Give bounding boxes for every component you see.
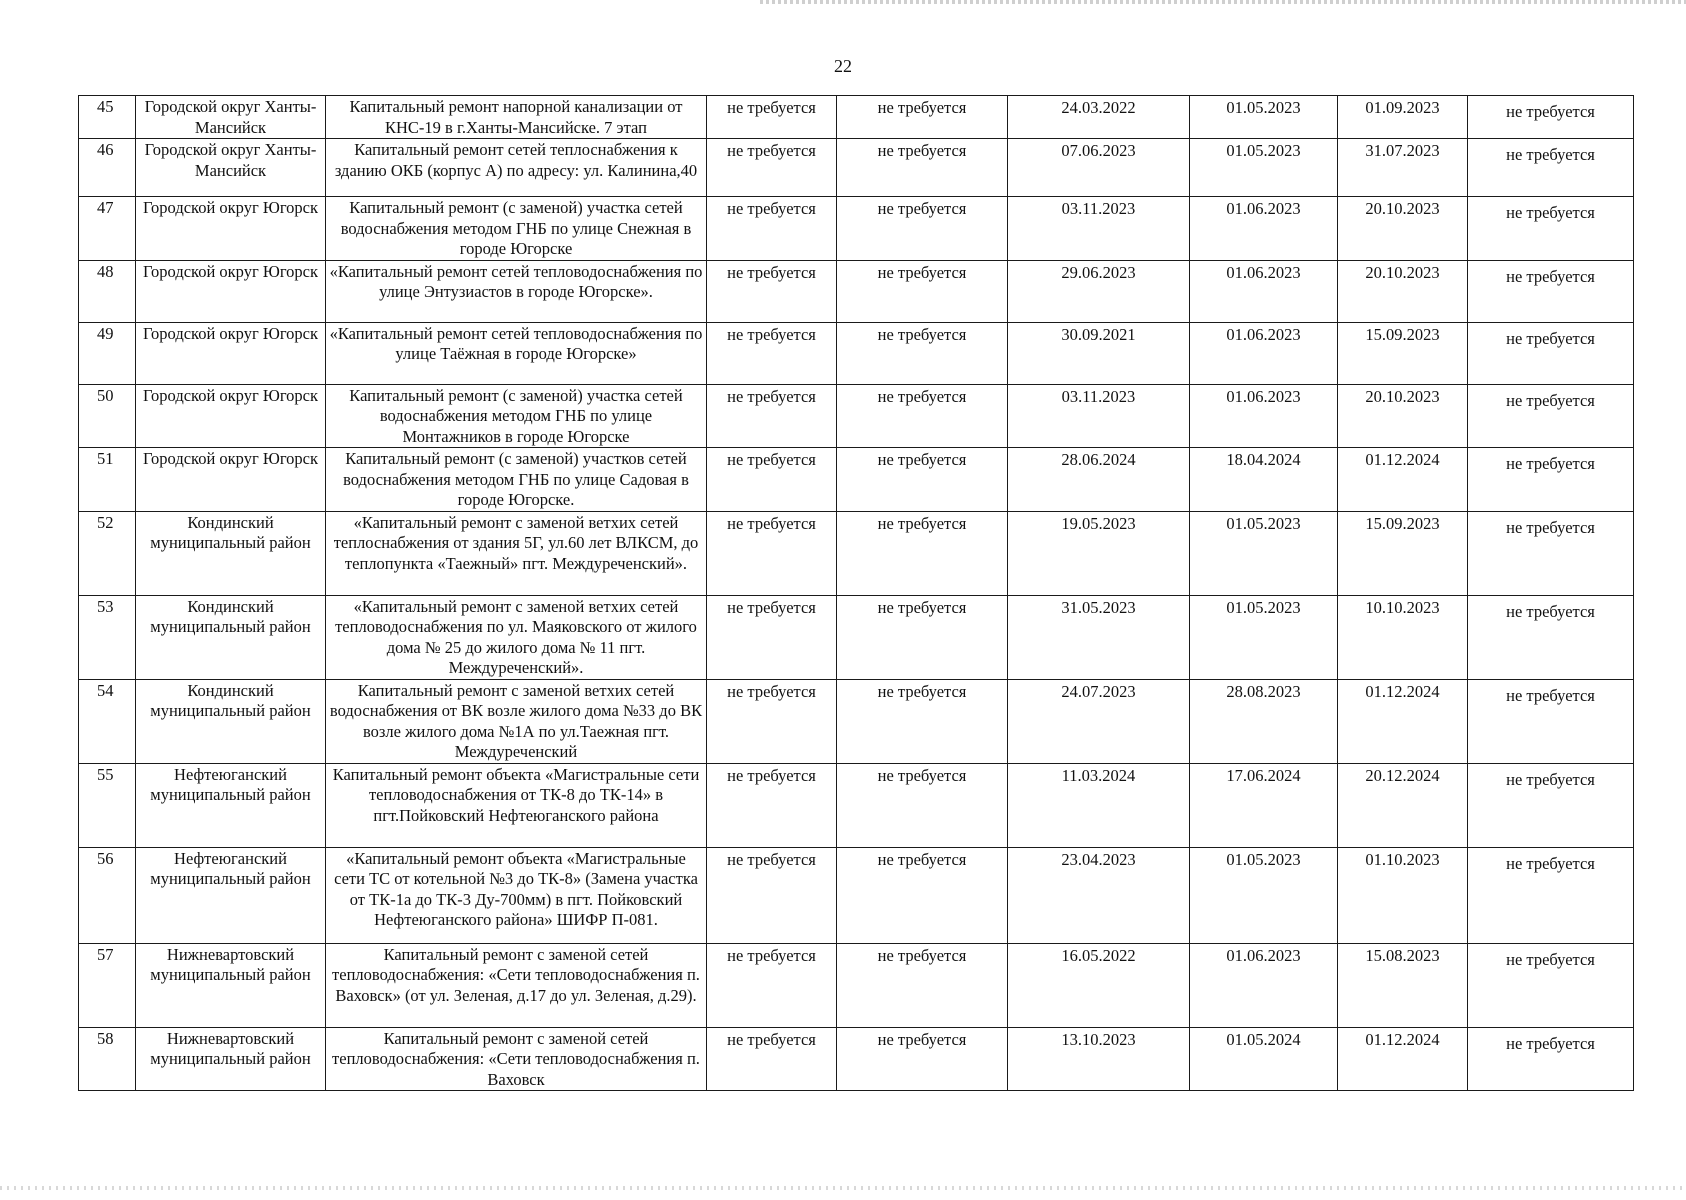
requirement-c-cell: не требуется bbox=[1468, 1027, 1634, 1091]
table-row bbox=[79, 943, 1634, 1027]
table-row bbox=[79, 139, 1634, 197]
requirement-a-cell: не требуется bbox=[707, 511, 837, 595]
object-description-cell: «Капитальный ремонт сетей тепловодоснабжения по улице Таёжная в городе Югорске» bbox=[326, 322, 707, 384]
requirement-a-cell: не требуется bbox=[707, 847, 837, 943]
date-3-cell: 31.07.2023 bbox=[1338, 139, 1468, 197]
table-row bbox=[79, 448, 1634, 512]
requirement-a-cell: не требуется bbox=[707, 197, 837, 261]
requirement-b-cell: не требуется bbox=[837, 763, 1008, 847]
page-number: 22 bbox=[834, 56, 852, 76]
requirement-a-cell: не требуется bbox=[707, 1027, 837, 1091]
date-1-cell: 03.11.2023 bbox=[1008, 197, 1190, 261]
date-1-cell: 07.06.2023 bbox=[1008, 139, 1190, 197]
table-row bbox=[79, 197, 1634, 261]
date-3-cell: 01.10.2023 bbox=[1338, 847, 1468, 943]
date-2-cell: 01.06.2023 bbox=[1190, 322, 1338, 384]
object-description-cell: «Капитальный ремонт сетей тепловодоснабжения по улице Энтузиастов в городе Югорске». bbox=[326, 260, 707, 322]
date-2-cell: 18.04.2024 bbox=[1190, 448, 1338, 512]
table-row bbox=[79, 96, 1634, 139]
date-3-cell: 15.09.2023 bbox=[1338, 511, 1468, 595]
requirement-c-cell: не требуется bbox=[1468, 847, 1634, 943]
date-2-cell: 01.05.2023 bbox=[1190, 139, 1338, 197]
object-description-cell: Капитальный ремонт (с заменой) участка сетей водоснабжения методом ГНБ по улице Монтажников в городе Югорске bbox=[326, 384, 707, 448]
object-description-cell: Капитальный ремонт с заменой ветхих сетей водоснабжения от ВК возле жилого дома №33 до ВК возле жилого дома №1А по ул.Таежная пгт. Междуреченский bbox=[326, 679, 707, 763]
object-description-cell: Капитальный ремонт с заменой сетей тепловодоснабжения: «Сети тепловодоснабжения п. Ваховск» (от ул. Зеленая, д.17 до ул. Зеленая, д.29). bbox=[326, 943, 707, 1027]
date-3-cell: 15.09.2023 bbox=[1338, 322, 1468, 384]
requirement-c-cell: не требуется bbox=[1468, 679, 1634, 763]
municipality-cell: Нижневартовский муниципальный район bbox=[136, 943, 326, 1027]
table-row bbox=[79, 1027, 1634, 1091]
requirement-b-cell: не требуется bbox=[837, 448, 1008, 512]
municipality-cell: Городской округ Югорск bbox=[136, 197, 326, 261]
date-2-cell: 01.05.2024 bbox=[1190, 1027, 1338, 1091]
row-number-cell: 55 bbox=[79, 763, 136, 847]
object-description-cell: Капитальный ремонт с заменой сетей тепловодоснабжения: «Сети тепловодоснабжения п. Ваховск bbox=[326, 1027, 707, 1091]
object-description-cell: «Капитальный ремонт объекта «Магистральные сети ТС от котельной №3 до ТК-8» (Замена участка от ТК-1а до ТК-3 Ду-700мм) в пгт. Пойковский Нефтеюганского района» ШИФР П-081. bbox=[326, 847, 707, 943]
table-row bbox=[79, 595, 1634, 679]
date-2-cell: 01.05.2023 bbox=[1190, 96, 1338, 139]
requirement-a-cell: не требуется bbox=[707, 384, 837, 448]
table-row bbox=[79, 322, 1634, 384]
date-2-cell: 01.06.2023 bbox=[1190, 260, 1338, 322]
date-3-cell: 20.10.2023 bbox=[1338, 384, 1468, 448]
object-description-cell: Капитальный ремонт (с заменой) участков сетей водоснабжения методом ГНБ по улице Садовая в городе Югорске. bbox=[326, 448, 707, 512]
table-row bbox=[79, 763, 1634, 847]
requirement-b-cell: не требуется bbox=[837, 595, 1008, 679]
object-description-cell: «Капитальный ремонт с заменой ветхих сетей тепловодоснабжения по ул. Маяковского от жилого дома № 25 до жилого дома № 11 пгт. Междуреченский». bbox=[326, 595, 707, 679]
municipality-cell: Городской округ Ханты-Мансийск bbox=[136, 96, 326, 139]
row-number-cell: 46 bbox=[79, 139, 136, 197]
municipality-cell: Городской округ Югорск bbox=[136, 322, 326, 384]
date-3-cell: 20.12.2024 bbox=[1338, 763, 1468, 847]
requirement-b-cell: не требуется bbox=[837, 847, 1008, 943]
table-row bbox=[79, 679, 1634, 763]
scan-edge-bottom bbox=[0, 1186, 1686, 1190]
date-2-cell: 01.05.2023 bbox=[1190, 511, 1338, 595]
date-3-cell: 01.12.2024 bbox=[1338, 448, 1468, 512]
registry-table bbox=[78, 95, 1634, 1091]
date-1-cell: 11.03.2024 bbox=[1008, 763, 1190, 847]
date-3-cell: 01.12.2024 bbox=[1338, 679, 1468, 763]
row-number-cell: 47 bbox=[79, 197, 136, 261]
requirement-b-cell: не требуется bbox=[837, 943, 1008, 1027]
requirement-c-cell: не требуется bbox=[1468, 322, 1634, 384]
requirement-b-cell: не требуется bbox=[837, 384, 1008, 448]
date-1-cell: 24.03.2022 bbox=[1008, 96, 1190, 139]
date-2-cell: 01.06.2023 bbox=[1190, 197, 1338, 261]
municipality-cell: Городской округ Югорск bbox=[136, 384, 326, 448]
requirement-c-cell: не требуется bbox=[1468, 943, 1634, 1027]
date-3-cell: 01.12.2024 bbox=[1338, 1027, 1468, 1091]
object-description-cell: Капитальный ремонт напорной канализации от КНС-19 в г.Ханты-Мансийске. 7 этап bbox=[326, 96, 707, 139]
municipality-cell: Нефтеюганский муниципальный район bbox=[136, 763, 326, 847]
requirement-a-cell: не требуется bbox=[707, 322, 837, 384]
requirement-c-cell: не требуется bbox=[1468, 260, 1634, 322]
requirement-a-cell: не требуется bbox=[707, 260, 837, 322]
requirement-b-cell: не требуется bbox=[837, 322, 1008, 384]
requirement-a-cell: не требуется bbox=[707, 96, 837, 139]
row-number-cell: 52 bbox=[79, 511, 136, 595]
date-1-cell: 31.05.2023 bbox=[1008, 595, 1190, 679]
municipality-cell: Городской округ Югорск bbox=[136, 260, 326, 322]
row-number-cell: 58 bbox=[79, 1027, 136, 1091]
requirement-b-cell: не требуется bbox=[837, 96, 1008, 139]
date-1-cell: 24.07.2023 bbox=[1008, 679, 1190, 763]
requirement-b-cell: не требуется bbox=[837, 1027, 1008, 1091]
requirement-c-cell: не требуется bbox=[1468, 763, 1634, 847]
municipality-cell: Нижневартовский муниципальный район bbox=[136, 1027, 326, 1091]
object-description-cell: Капитальный ремонт объекта «Магистральные сети тепловодоснабжения от ТК-8 до ТК-14» в пгт.Пойковский Нефтеюганского района bbox=[326, 763, 707, 847]
requirement-c-cell: не требуется bbox=[1468, 595, 1634, 679]
date-1-cell: 23.04.2023 bbox=[1008, 847, 1190, 943]
municipality-cell: Нефтеюганский муниципальный район bbox=[136, 847, 326, 943]
requirement-a-cell: не требуется bbox=[707, 139, 837, 197]
requirement-b-cell: не требуется bbox=[837, 679, 1008, 763]
date-2-cell: 01.05.2023 bbox=[1190, 847, 1338, 943]
row-number-cell: 53 bbox=[79, 595, 136, 679]
requirement-c-cell: не требуется bbox=[1468, 511, 1634, 595]
requirement-b-cell: не требуется bbox=[837, 260, 1008, 322]
date-1-cell: 03.11.2023 bbox=[1008, 384, 1190, 448]
date-3-cell: 01.09.2023 bbox=[1338, 96, 1468, 139]
object-description-cell: Капитальный ремонт (с заменой) участка сетей водоснабжения методом ГНБ по улице Снежная в городе Югорске bbox=[326, 197, 707, 261]
date-2-cell: 28.08.2023 bbox=[1190, 679, 1338, 763]
requirement-c-cell: не требуется bbox=[1468, 448, 1634, 512]
table-row bbox=[79, 511, 1634, 595]
registry-table-body bbox=[79, 96, 1634, 1091]
date-3-cell: 20.10.2023 bbox=[1338, 260, 1468, 322]
row-number-cell: 51 bbox=[79, 448, 136, 512]
requirement-b-cell: не требуется bbox=[837, 139, 1008, 197]
date-2-cell: 01.06.2023 bbox=[1190, 384, 1338, 448]
date-1-cell: 19.05.2023 bbox=[1008, 511, 1190, 595]
row-number-cell: 50 bbox=[79, 384, 136, 448]
table-row bbox=[79, 847, 1634, 943]
date-1-cell: 29.06.2023 bbox=[1008, 260, 1190, 322]
requirement-c-cell: не требуется bbox=[1468, 139, 1634, 197]
row-number-cell: 54 bbox=[79, 679, 136, 763]
requirement-a-cell: не требуется bbox=[707, 679, 837, 763]
object-description-cell: «Капитальный ремонт с заменой ветхих сетей теплоснабжения от здания 5Г, ул.60 лет ВЛКСМ, до теплопункта «Таежный» пгт. Междуреченский». bbox=[326, 511, 707, 595]
requirement-a-cell: не требуется bbox=[707, 943, 837, 1027]
row-number-cell: 56 bbox=[79, 847, 136, 943]
requirement-a-cell: не требуется bbox=[707, 595, 837, 679]
row-number-cell: 45 bbox=[79, 96, 136, 139]
requirement-c-cell: не требуется bbox=[1468, 384, 1634, 448]
municipality-cell: Кондинский муниципальный район bbox=[136, 595, 326, 679]
date-3-cell: 10.10.2023 bbox=[1338, 595, 1468, 679]
requirement-b-cell: не требуется bbox=[837, 197, 1008, 261]
date-3-cell: 20.10.2023 bbox=[1338, 197, 1468, 261]
date-1-cell: 13.10.2023 bbox=[1008, 1027, 1190, 1091]
municipality-cell: Городской округ Ханты-Мансийск bbox=[136, 139, 326, 197]
date-2-cell: 01.05.2023 bbox=[1190, 595, 1338, 679]
municipality-cell: Кондинский муниципальный район bbox=[136, 511, 326, 595]
date-1-cell: 28.06.2024 bbox=[1008, 448, 1190, 512]
row-number-cell: 48 bbox=[79, 260, 136, 322]
object-description-cell: Капитальный ремонт сетей теплоснабжения к зданию ОКБ (корпус А) по адресу: ул. Калинина,40 bbox=[326, 139, 707, 197]
date-2-cell: 01.06.2023 bbox=[1190, 943, 1338, 1027]
row-number-cell: 49 bbox=[79, 322, 136, 384]
requirement-a-cell: не требуется bbox=[707, 448, 837, 512]
requirement-a-cell: не требуется bbox=[707, 763, 837, 847]
requirement-b-cell: не требуется bbox=[837, 511, 1008, 595]
date-2-cell: 17.06.2024 bbox=[1190, 763, 1338, 847]
municipality-cell: Городской округ Югорск bbox=[136, 448, 326, 512]
table-row bbox=[79, 260, 1634, 322]
date-3-cell: 15.08.2023 bbox=[1338, 943, 1468, 1027]
row-number-cell: 57 bbox=[79, 943, 136, 1027]
requirement-c-cell: не требуется bbox=[1468, 197, 1634, 261]
date-1-cell: 16.05.2022 bbox=[1008, 943, 1190, 1027]
requirement-c-cell: не требуется bbox=[1468, 96, 1634, 139]
municipality-cell: Кондинский муниципальный район bbox=[136, 679, 326, 763]
scan-edge-top bbox=[760, 0, 1686, 4]
table-row bbox=[79, 384, 1634, 448]
date-1-cell: 30.09.2021 bbox=[1008, 322, 1190, 384]
